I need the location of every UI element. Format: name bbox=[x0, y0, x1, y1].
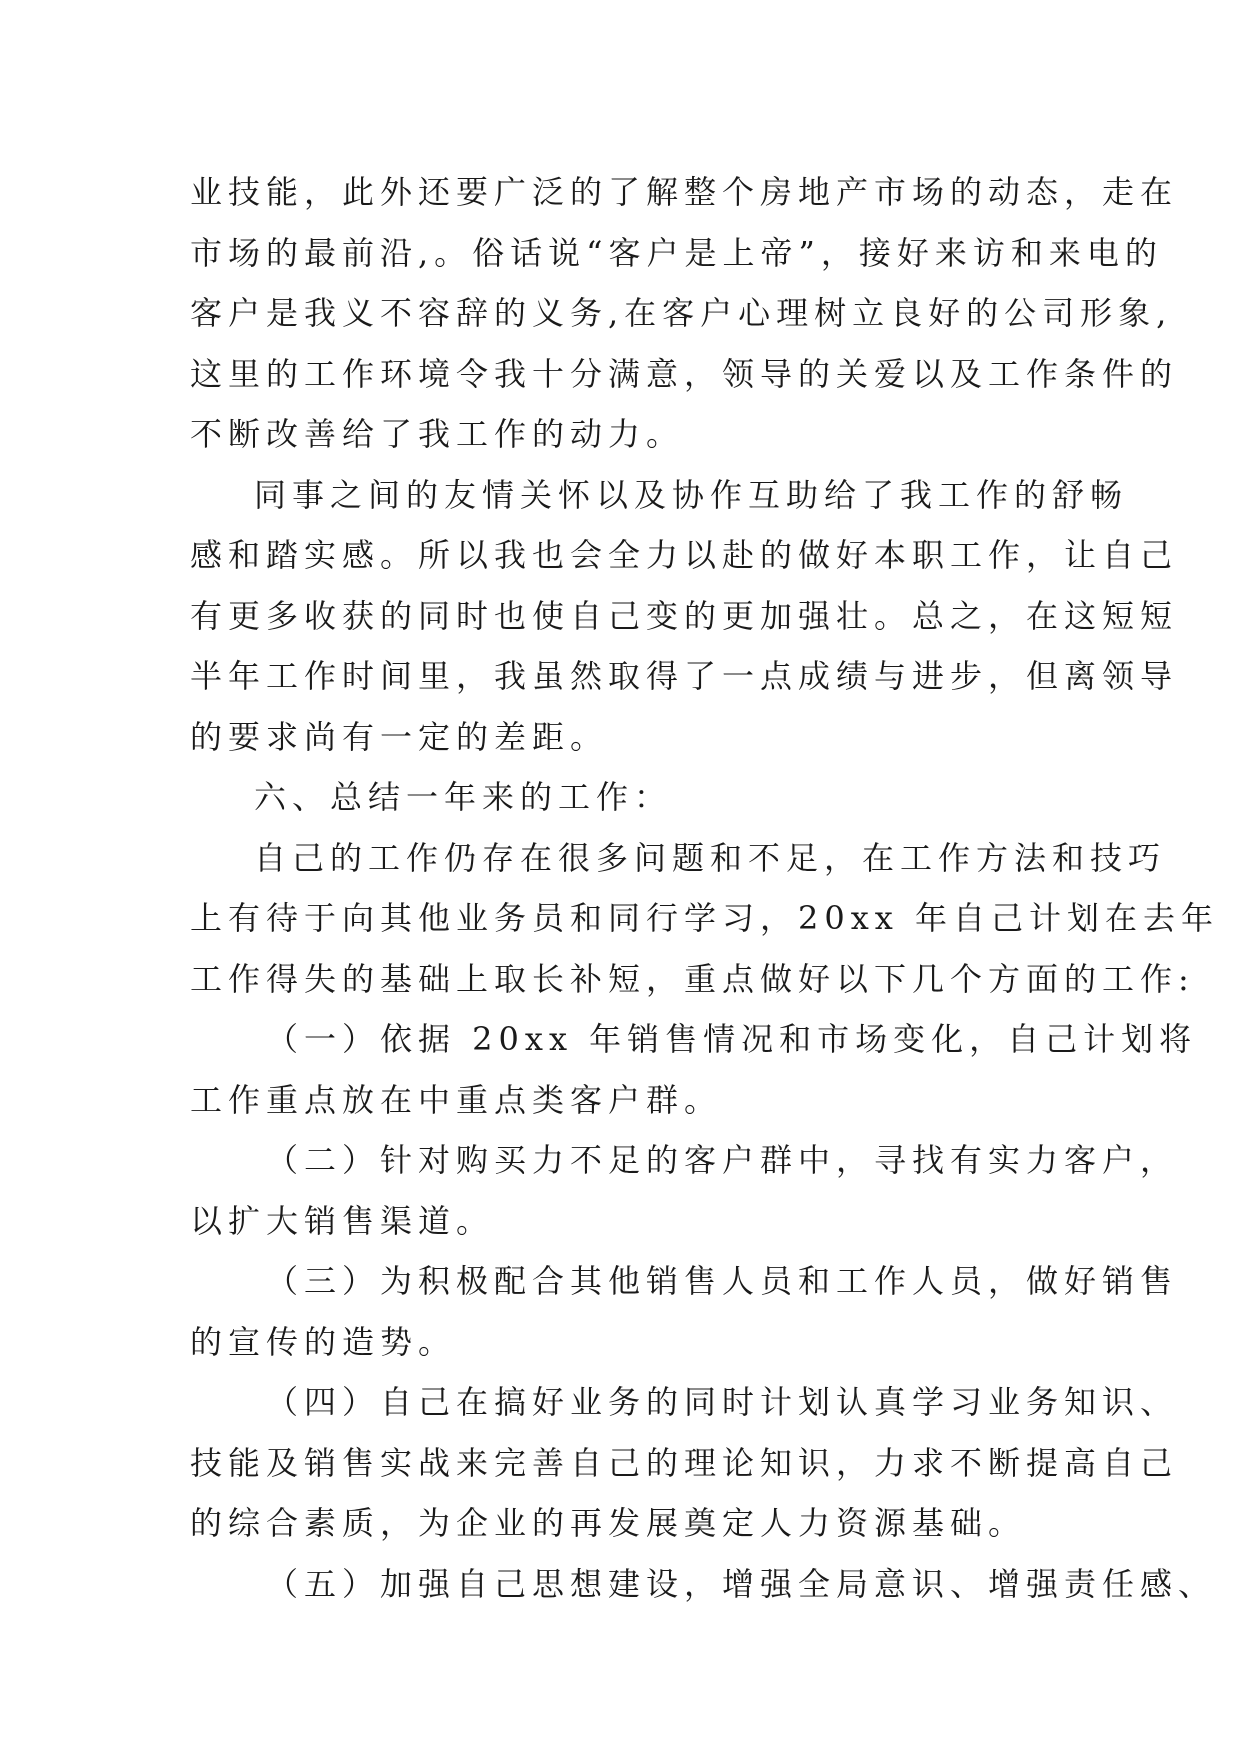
text-line: 业技能，此外还要广泛的了解整个房地产市场的动态，走在 bbox=[190, 173, 1179, 211]
list-item-start-line: （三）为积极配合其他销售人员和工作人员，做好销售 bbox=[266, 1262, 1179, 1300]
list-item-start-line: （五）加强自己思想建设，增强全局意识、增强责任感、 bbox=[266, 1564, 1217, 1603]
text-line: 上有待于向其他业务员和同行学习，20xx 年自己计划在去年 bbox=[190, 899, 1219, 937]
paragraph-start-line: 同事之间的友情关怀以及协作互助给了我工作的舒畅 bbox=[254, 475, 1129, 514]
text-line: 的要求尚有一定的差距。 bbox=[190, 717, 609, 756]
section-heading: 六、总结一年来的工作： bbox=[254, 778, 673, 816]
text-line: 有更多收获的同时也使自己变的更加强壮。总之，在这短短 bbox=[190, 596, 1179, 635]
text-line: 的宣传的造势。 bbox=[190, 1322, 457, 1361]
list-item-start-line: （二）针对购买力不足的客户群中，寻找有实力客户， bbox=[266, 1141, 1179, 1179]
paragraph-start-line: 自己的工作仍存在很多问题和不足，在工作方法和技巧 bbox=[254, 838, 1167, 877]
text-line: 市场的最前沿,。俗话说“客户是上帝”，接好来访和来电的 bbox=[190, 233, 1163, 272]
text-line: 工作重点放在中重点类客户群。 bbox=[190, 1080, 723, 1119]
document-body bbox=[190, 162, 1219, 1614]
text-line: 的综合素质，为企业的再发展奠定人力资源基础。 bbox=[190, 1504, 1027, 1542]
list-item-start-line: （四）自己在搞好业务的同时计划认真学习业务知识、 bbox=[266, 1383, 1179, 1421]
text-line: 不断改善给了我工作的动力。 bbox=[190, 415, 685, 453]
text-line: 以扩大销售渠道。 bbox=[190, 1201, 495, 1240]
text-line: 这里的工作环境令我十分满意，领导的关爱以及工作条件的 bbox=[190, 354, 1179, 393]
text-line: 感和踏实感。所以我也会全力以赴的做好本职工作，让自己 bbox=[190, 536, 1179, 574]
text-line: 半年工作时间里，我虽然取得了一点成绩与进步，但离领导 bbox=[190, 657, 1179, 695]
list-item-start-line: （一）依据 20xx 年销售情况和市场变化，自己计划将 bbox=[266, 1020, 1198, 1058]
text-line: 技能及销售实战来完善自己的理论知识，力求不断提高自己 bbox=[190, 1443, 1179, 1482]
text-line: 工作得失的基础上取长补短，重点做好以下几个方面的工作: bbox=[190, 959, 1195, 998]
text-line: 客户是我义不容辞的义务,在客户心理树立良好的公司形象, bbox=[190, 294, 1173, 332]
